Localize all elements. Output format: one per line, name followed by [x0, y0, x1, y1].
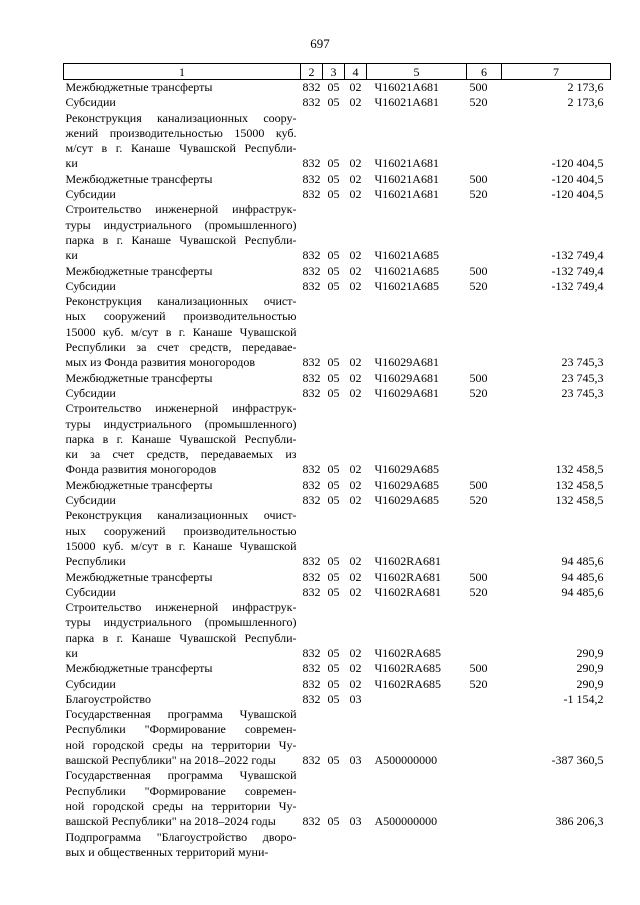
row-sum: 386 206,3 — [555, 814, 604, 829]
row-pr: 02 — [349, 493, 362, 508]
row-name-line: Благоустройство — [65, 691, 152, 706]
column-header-sum: 7 — [502, 64, 611, 80]
row-pr: 02 — [349, 95, 362, 110]
table-row — [64, 570, 611, 585]
row-name — [64, 172, 301, 187]
row-sum: 132 458,5 — [555, 493, 604, 508]
row-csr: Ч16021А685 — [374, 278, 439, 293]
row-vr: 520 — [469, 278, 488, 293]
row-csr: Ч16021А681 — [374, 95, 439, 110]
page-number: 697 — [310, 36, 330, 51]
row-rz: 05 — [327, 80, 340, 94]
row-gr: 832 — [302, 156, 321, 171]
row-name-line: Строительство инженерной инфраструк- — [65, 401, 297, 416]
row-csr: Ч1602RА685 — [374, 676, 441, 691]
row-name-line: Межбюджетные трансферты — [65, 171, 213, 186]
row-sum: -120 404,5 — [551, 171, 604, 186]
table-header — [64, 64, 611, 80]
row-gr: 832 — [302, 493, 321, 508]
table-row — [64, 371, 611, 386]
row-name-line: парка в г. Канаше Чувашской Республи- — [65, 431, 297, 446]
row-name — [64, 508, 301, 569]
row-pr: 02 — [349, 370, 362, 385]
row-name — [64, 585, 301, 600]
row-gr: 832 — [302, 676, 321, 691]
row-name — [64, 768, 301, 829]
row-name-line: Фонда развития моногородов — [65, 462, 217, 477]
row-name-line: Межбюджетные трансферты — [65, 80, 213, 94]
table-row — [64, 279, 611, 294]
table-row — [64, 508, 611, 569]
row-name-line: Межбюджетные трансферты — [65, 263, 213, 278]
row-name-line: Республики "Формирование современ- — [65, 722, 297, 737]
row-pr: 02 — [349, 385, 362, 400]
row-name-line: жений производительностью 15000 куб. — [65, 125, 297, 140]
table-row — [64, 95, 611, 110]
row-name — [64, 493, 301, 508]
row-pr: 02 — [349, 569, 362, 584]
row-name — [64, 95, 301, 110]
row-vr: 520 — [469, 493, 488, 508]
row-pr: 02 — [349, 554, 362, 569]
row-pr: 03 — [349, 691, 362, 706]
row-name — [64, 80, 301, 96]
row-csr: Ч1602RА685 — [374, 645, 441, 660]
row-name-line: Государственная программа Чувашской — [65, 707, 297, 722]
row-csr: Ч16029А685 — [374, 477, 439, 492]
row-csr — [367, 692, 467, 707]
row-rz: 05 — [327, 156, 340, 171]
row-name-line: вашской Республики" на 2018–2024 годы — [65, 814, 276, 829]
row-sum: 94 485,6 — [561, 554, 604, 569]
row-sum: -1 154,2 — [563, 691, 604, 706]
row-name-line: мых из Фонда развития моногородов — [65, 355, 256, 370]
row-vr: 500 — [469, 370, 488, 385]
table-row — [64, 478, 611, 493]
row-csr: Ч16021А685 — [374, 248, 439, 263]
row-sum: 290,9 — [576, 661, 604, 676]
row-rz: 05 — [327, 385, 340, 400]
row-sum: 2 173,6 — [567, 95, 604, 110]
row-vr: 520 — [469, 676, 488, 691]
row-gr: 832 — [302, 691, 321, 706]
row-rz: 05 — [327, 171, 340, 186]
row-name-line: туры индустриального (промышленного) — [65, 416, 297, 431]
row-sum: 23 745,3 — [561, 385, 604, 400]
table-row — [64, 111, 611, 172]
row-vr: 500 — [469, 80, 488, 94]
row-name-line: ки — [65, 645, 78, 660]
row-pr: 02 — [349, 263, 362, 278]
row-pr: 02 — [349, 584, 362, 599]
table-body — [64, 80, 611, 861]
row-rz: 05 — [327, 187, 340, 202]
row-vr: 520 — [469, 95, 488, 110]
row-name — [64, 830, 301, 861]
row-rz: 05 — [327, 95, 340, 110]
row-name — [64, 600, 301, 661]
row-pr: 02 — [349, 248, 362, 263]
row-rz: 05 — [327, 753, 340, 768]
table-row — [64, 661, 611, 676]
row-name — [64, 187, 301, 202]
row-vr: 520 — [469, 187, 488, 202]
row-gr: 832 — [302, 171, 321, 186]
row-csr — [367, 830, 467, 861]
table-row — [64, 401, 611, 477]
row-name-line: Республики — [65, 554, 126, 569]
row-gr: 832 — [302, 814, 321, 829]
row-gr: 832 — [302, 385, 321, 400]
row-name-line: Строительство инженерной инфраструк- — [65, 202, 297, 217]
row-sum: 23 745,3 — [561, 355, 604, 370]
row-sum: 132 458,5 — [555, 462, 604, 477]
row-name-line: парка в г. Канаше Чувашской Республи- — [65, 232, 297, 247]
row-vr — [467, 692, 502, 707]
row-vr: 500 — [469, 661, 488, 676]
row-csr: А500000000 — [374, 814, 438, 829]
row-gr: 832 — [302, 753, 321, 768]
table-row — [64, 768, 611, 829]
column-header-vr: 6 — [467, 64, 502, 80]
row-rz: 05 — [327, 477, 340, 492]
row-name — [64, 202, 301, 263]
column-header-gr: 2 — [301, 64, 323, 80]
row-name — [64, 279, 301, 294]
row-vr — [467, 401, 502, 477]
table-row — [64, 677, 611, 692]
row-rz: 05 — [327, 263, 340, 278]
row-name-line: ных сооружений производительностью — [65, 309, 297, 324]
row-name-line: Реконструкция канализационных очист- — [65, 294, 297, 309]
row-name-line: Субсидии — [65, 676, 116, 691]
row-vr — [467, 111, 502, 172]
row-csr: Ч16029А685 — [374, 462, 439, 477]
row-name — [64, 294, 301, 370]
table-row — [64, 202, 611, 263]
row-gr: 832 — [302, 554, 321, 569]
table-row — [64, 830, 611, 861]
column-header-name: 1 — [64, 64, 301, 80]
row-csr: А500000000 — [374, 753, 438, 768]
row-gr: 832 — [302, 248, 321, 263]
row-csr: Ч16021А681 — [374, 80, 439, 94]
row-name-line: ных сооружений производительностью — [65, 523, 297, 538]
row-name — [64, 661, 301, 676]
row-sum — [502, 830, 611, 861]
row-name-line: ной городской среды на территории Чу- — [65, 737, 297, 752]
row-csr: Ч1602RА685 — [374, 661, 441, 676]
row-rz: 05 — [327, 248, 340, 263]
row-pr: 03 — [349, 814, 362, 829]
row-name-line: вых и общественных территорий муни- — [65, 844, 269, 859]
row-csr: Ч16029А681 — [374, 385, 439, 400]
row-rz: 05 — [327, 278, 340, 293]
row-rz: 05 — [327, 355, 340, 370]
row-name-line: Реконструкция канализационных соору- — [65, 110, 297, 125]
row-sum: -132 749,4 — [551, 248, 604, 263]
column-header-pr: 4 — [345, 64, 367, 80]
budget-table — [63, 63, 611, 860]
row-name-line: Республики "Формирование современ- — [65, 783, 297, 798]
row-pr: 02 — [349, 477, 362, 492]
row-sum: 290,9 — [576, 645, 604, 660]
row-name — [64, 401, 301, 477]
row-rz: 05 — [327, 462, 340, 477]
row-csr: Ч16021А681 — [374, 156, 439, 171]
row-sum: -132 749,4 — [551, 278, 604, 293]
row-rz: 05 — [327, 814, 340, 829]
row-pr: 02 — [349, 645, 362, 660]
table-row — [64, 692, 611, 707]
row-name — [64, 111, 301, 172]
table-row — [64, 493, 611, 508]
row-name — [64, 570, 301, 585]
row-name-line: Республики за счет средств, передавае- — [65, 340, 297, 355]
row-csr: Ч16021А681 — [374, 171, 439, 186]
row-sum: 290,9 — [576, 676, 604, 691]
row-name-line: Строительство инженерной инфраструк- — [65, 600, 297, 615]
row-name-line: 15000 куб. м/сут в г. Канаше Чувашской — [65, 324, 297, 339]
row-csr: Ч16021А685 — [374, 263, 439, 278]
row-rz: 05 — [327, 493, 340, 508]
row-pr: 02 — [349, 187, 362, 202]
row-pr: 02 — [349, 661, 362, 676]
row-pr: 02 — [349, 355, 362, 370]
row-name-line: Подпрограмма "Благоустройство дворо- — [65, 829, 297, 844]
row-gr — [301, 830, 323, 861]
row-name-line: ки за счет средств, передаваемых из — [65, 447, 297, 462]
row-csr: Ч16029А685 — [374, 493, 439, 508]
row-gr: 832 — [302, 187, 321, 202]
row-gr: 832 — [302, 263, 321, 278]
row-gr: 832 — [302, 370, 321, 385]
row-name — [64, 707, 301, 768]
row-csr: Ч1602RА681 — [374, 569, 441, 584]
row-csr: Ч1602RА681 — [374, 584, 441, 599]
row-pr: 02 — [349, 171, 362, 186]
row-pr — [345, 830, 367, 861]
table-row — [64, 172, 611, 187]
row-pr: 03 — [349, 753, 362, 768]
row-name-line: 15000 куб. м/сут в г. Канаше Чувашской — [65, 538, 297, 553]
row-name-line: ки — [65, 156, 78, 171]
row-vr — [467, 202, 502, 263]
row-name — [64, 371, 301, 386]
row-name-line: Реконструкция канализационных очист- — [65, 508, 297, 523]
row-rz: 05 — [327, 645, 340, 660]
row-rz: 05 — [327, 554, 340, 569]
row-sum: -120 404,5 — [551, 187, 604, 202]
row-vr — [467, 508, 502, 569]
row-pr: 02 — [349, 156, 362, 171]
row-name-line: парка в г. Канаше Чувашской Республи- — [65, 630, 297, 645]
row-sum: 94 485,6 — [561, 584, 604, 599]
row-pr: 02 — [349, 80, 362, 94]
row-csr: Ч16021А681 — [374, 187, 439, 202]
row-name-line: туры индустриального (промышленного) — [65, 217, 297, 232]
row-gr: 832 — [302, 278, 321, 293]
row-vr — [467, 600, 502, 661]
row-name-line: Субсидии — [65, 385, 116, 400]
row-pr: 02 — [349, 676, 362, 691]
column-header-csr: 5 — [367, 64, 467, 80]
row-name-line: Субсидии — [65, 278, 116, 293]
column-header-rz: 3 — [323, 64, 345, 80]
row-name — [64, 478, 301, 493]
row-sum: -132 749,4 — [551, 263, 604, 278]
row-csr: Ч16029А681 — [374, 370, 439, 385]
row-gr: 832 — [302, 95, 321, 110]
row-gr: 832 — [302, 645, 321, 660]
row-vr — [467, 768, 502, 829]
table-row — [64, 585, 611, 600]
row-vr: 520 — [469, 385, 488, 400]
row-name-line: Межбюджетные трансферты — [65, 569, 213, 584]
row-pr: 02 — [349, 278, 362, 293]
row-rz: 05 — [327, 661, 340, 676]
row-name-line: Субсидии — [65, 584, 116, 599]
table-row — [64, 294, 611, 370]
table-row — [64, 707, 611, 768]
row-sum: 132 458,5 — [555, 477, 604, 492]
row-sum: 2 173,6 — [567, 80, 604, 94]
row-name-line: Межбюджетные трансферты — [65, 661, 213, 676]
row-rz: 05 — [327, 691, 340, 706]
row-name-line: Межбюджетные трансферты — [65, 477, 213, 492]
row-vr — [467, 830, 502, 861]
row-pr: 02 — [349, 462, 362, 477]
row-sum: 23 745,3 — [561, 370, 604, 385]
row-vr — [467, 294, 502, 370]
row-name-line: Межбюджетные трансферты — [65, 370, 213, 385]
row-csr: Ч1602RА681 — [374, 554, 441, 569]
row-gr: 832 — [302, 477, 321, 492]
table-row — [64, 264, 611, 279]
row-vr: 500 — [469, 263, 488, 278]
row-vr — [467, 707, 502, 768]
row-name-line: ной городской среды на территории Чу- — [65, 798, 297, 813]
row-sum: 94 485,6 — [561, 569, 604, 584]
row-rz: 05 — [327, 569, 340, 584]
row-name-line: м/сут в г. Канаше Чувашской Республи- — [65, 141, 297, 156]
row-name-line: Государственная программа Чувашской — [65, 768, 297, 783]
table-row — [64, 600, 611, 661]
row-gr: 832 — [302, 80, 321, 94]
row-gr: 832 — [302, 584, 321, 599]
row-rz: 05 — [327, 370, 340, 385]
row-gr: 832 — [302, 569, 321, 584]
row-gr: 832 — [302, 462, 321, 477]
row-name — [64, 677, 301, 692]
table-row — [64, 80, 611, 96]
row-vr: 500 — [469, 171, 488, 186]
row-vr: 500 — [469, 477, 488, 492]
table-row — [64, 386, 611, 401]
row-name-line: ки — [65, 248, 78, 263]
row-vr: 520 — [469, 584, 488, 599]
row-rz — [323, 830, 345, 861]
row-gr: 832 — [302, 355, 321, 370]
row-name-line: Субсидии — [65, 493, 116, 508]
row-name — [64, 692, 301, 707]
row-rz: 05 — [327, 584, 340, 599]
row-sum: -120 404,5 — [551, 156, 604, 171]
row-name-line: вашской Республики" на 2018–2022 годы — [65, 753, 276, 768]
row-csr: Ч16029А681 — [374, 355, 439, 370]
table-row — [64, 187, 611, 202]
row-name-line: Субсидии — [65, 95, 116, 110]
row-rz: 05 — [327, 676, 340, 691]
row-name-line: Субсидии — [65, 187, 116, 202]
row-name — [64, 386, 301, 401]
row-vr: 500 — [469, 569, 488, 584]
row-sum: -387 360,5 — [551, 753, 604, 768]
row-name-line: туры индустриального (промышленного) — [65, 615, 297, 630]
row-gr: 832 — [302, 661, 321, 676]
row-name — [64, 264, 301, 279]
